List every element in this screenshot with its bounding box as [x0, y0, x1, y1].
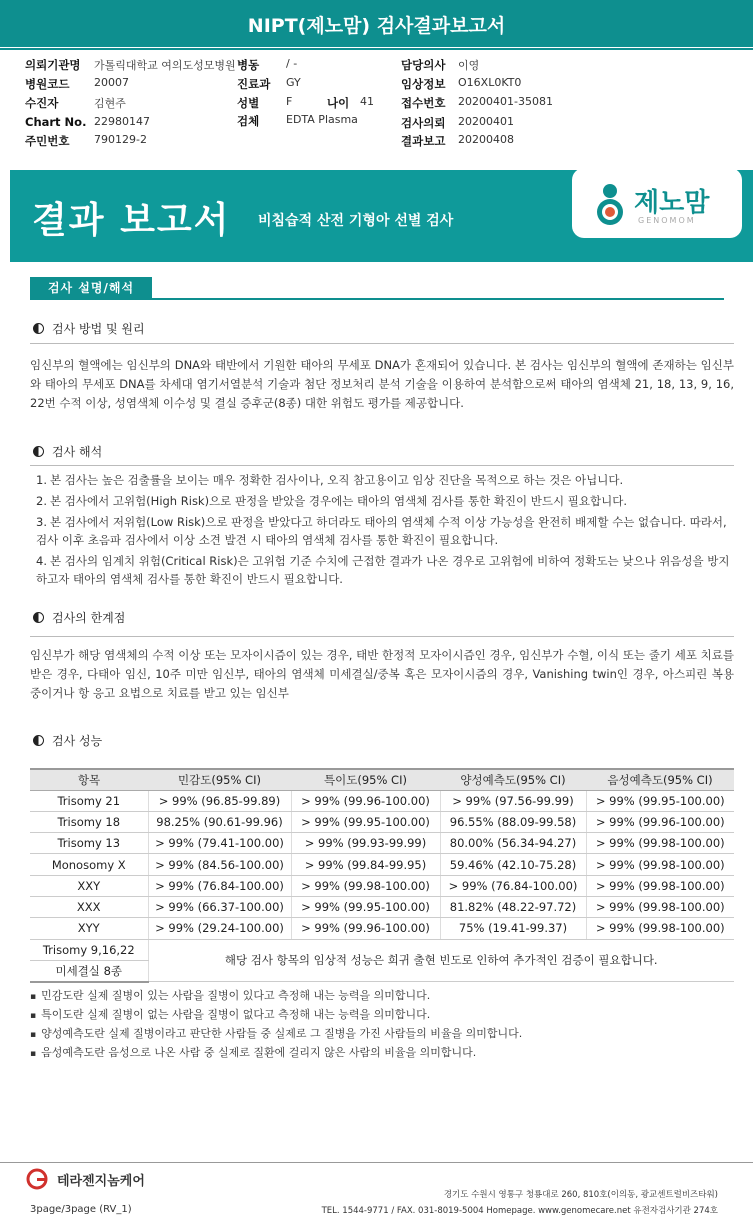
half-circle-icon — [33, 612, 44, 623]
table-cell: > 99% (97.56-99.99) — [440, 790, 586, 811]
column-header: 음성예측도(95% CI) — [586, 769, 734, 790]
limits-text: 임신부가 해당 염색체의 수적 이상 또는 모자이시즘이 있는 경우, 태반 한정적 모자이시즘인 경우, 임신부가 수혈, 이식 또는 줄기 세포 치료를 받은 경우, 다태아 임신, 10주 미만 임신부, 태아의 염색체 미세결실/중복 혹은 모자이시즘의 경우, Vanishing twin인 경우, 아스피린 복용 중이거나 항 응고 요법으로 치료를 받고 있는 임신부 — [30, 648, 734, 700]
table-cell: Trisomy 21 — [30, 790, 148, 811]
table-cell: > 99% (99.98-100.00) — [586, 918, 734, 939]
text-label: 검사 해석 — [52, 445, 103, 459]
hospital-code-value: 20007 — [94, 76, 129, 89]
half-circle-icon — [33, 735, 44, 746]
ssn-label: 주민번호 — [25, 134, 70, 148]
divider — [30, 465, 734, 466]
table-header-row — [30, 769, 734, 790]
interpret-list — [36, 471, 730, 591]
sex-value: F — [286, 95, 293, 108]
text-label: 본 검사의 임계치 위험(Critical Risk)은 고위험 기준 수치에 근접한 결과가 나온 경우로 고위험에 비하여 정확도는 낮으나 위음성을 방지하고자 태아의 염색체 검사를 통한 확진이 반드시 필요합니다. — [36, 554, 730, 586]
report-header-bar — [0, 0, 753, 47]
text-label: 검사의 한계점 — [52, 611, 126, 625]
table-cell: > 99% (99.96-100.00) — [291, 790, 440, 811]
table-cell: XYY — [30, 918, 148, 939]
receipt-label: 접수번호 — [401, 96, 446, 110]
method-text: 임신부의 혈액에는 임신부의 DNA와 태반에서 기원한 태아의 무세포 DNA가 혼재되어 있습니다. 본 검사는 임신부의 혈액에 존재하는 임신부와 태아의 무세포 DNA를 차세대 염기서열분석 기술과 첨단 정보처리 분석 기술을 이용하여 분석함으로써 태아의 염색체 21, 18, 13, 9, 16, 22번 수적 이상, 성염색체 이수성 및 결실 증후군(8종) 대한 위험도 평가를 제공합니다. — [30, 358, 734, 410]
chart-label: Chart No. — [25, 115, 87, 129]
table-cell: > 99% (99.98-100.00) — [291, 875, 440, 896]
table-cell: > 99% (99.93-99.99) — [291, 833, 440, 854]
table-cell: > 99% (99.96-100.00) — [586, 811, 734, 832]
table-cell: > 99% (99.98-100.00) — [586, 854, 734, 875]
request-date-value: 20200401 — [458, 115, 514, 128]
genomom-logo — [572, 168, 742, 238]
sex-label: 성별 — [237, 96, 260, 110]
specimen-label: 검체 — [237, 114, 260, 128]
table-cell: > 99% (99.96-100.00) — [291, 918, 440, 939]
section-tab: 검사 설명/해석 — [30, 277, 152, 299]
text-label: 1. — [36, 473, 47, 487]
company-address: 경기도 수원시 영통구 청룡대로 260, 810호(이의동, 광교센트럴비즈타워) — [443, 1190, 718, 1200]
section-divider — [30, 298, 724, 300]
table-cell: 81.82% (48.22-97.72) — [440, 896, 586, 917]
doctor-label: 담당의사 — [401, 58, 446, 72]
clinical-value: O16XL0KT0 — [458, 76, 522, 89]
client-label: 의뢰기관명 — [25, 58, 81, 72]
table-cell: 98.25% (90.61-99.96) — [148, 811, 291, 832]
ssn-value: 790129-2 — [94, 133, 147, 146]
column-header: 특이도(95% CI) — [291, 769, 440, 790]
table-cell: > 99% (66.37-100.00) — [148, 896, 291, 917]
column-header: 양성예측도(95% CI) — [440, 769, 586, 790]
dept-value: GY — [286, 76, 301, 89]
list-item: ▪ 특이도란 실제 질병이 없는 사람을 질병이 없다고 측정해 내는 능력을 의미합니다. — [30, 1006, 522, 1025]
text-label: 2. — [36, 494, 47, 508]
report-date-label: 결과보고 — [401, 134, 446, 148]
table-cell: > 99% (99.95-100.00) — [291, 896, 440, 917]
extra-note-cell: 해당 검사 항목의 임상적 성능은 희귀 출현 빈도로 인하여 추가적인 검증이 필요합니다. — [148, 939, 734, 982]
performance-table — [30, 768, 734, 983]
table-row — [30, 875, 734, 896]
table-cell: 96.55% (88.09-99.58) — [440, 811, 586, 832]
table-cell: XXX — [30, 896, 148, 917]
banner-subtitle: 비침습적 산전 기형아 선별 검사 — [258, 213, 454, 229]
list-item — [36, 492, 730, 510]
clinical-label: 임상정보 — [401, 77, 446, 91]
table-cell: > 99% (99.95-100.00) — [586, 790, 734, 811]
table-cell: > 99% (29.24-100.00) — [148, 918, 291, 939]
text-label: 4. — [36, 554, 47, 568]
divider — [30, 343, 734, 344]
table-row — [30, 939, 734, 960]
table-cell: > 99% (76.84-100.00) — [148, 875, 291, 896]
table-row — [30, 918, 734, 939]
table-row — [30, 790, 734, 811]
receipt-value: 20200401-35081 — [458, 95, 553, 108]
table-row — [30, 811, 734, 832]
text-label: 본 검사에서 저위험(Low Risk)으로 판정을 받았다고 하더라도 태아의 염색체 수적 이상 가능성을 완전히 배제할 수는 없습니다. 따라서, 검사 이후 초음파 검사에서 이상 소견 발견 시 태아의 염색체 검사를 통한 확진이 필요합니다. — [36, 515, 727, 547]
table-cell: > 99% (99.98-100.00) — [586, 875, 734, 896]
text-label: 검사 성능 — [52, 734, 103, 748]
table-cell: Trisomy 9,16,22 — [30, 939, 148, 960]
page-number: 3page/3page (RV_1) — [30, 1204, 132, 1215]
dept-label: 진료과 — [237, 77, 271, 91]
logo-subtitle: GENOMOM — [638, 216, 696, 225]
text-label: 본 검사에서 고위험(High Risk)으로 판정을 받았을 경우에는 태아의 염색체 검사를 통한 확진이 반드시 필요합니다. — [50, 494, 627, 508]
text-label: 검사 방법 및 원리 — [52, 322, 145, 336]
table-cell: Trisomy 18 — [30, 811, 148, 832]
hospital-code-label: 병원코드 — [25, 77, 70, 91]
table-cell: > 99% (96.85-99.89) — [148, 790, 291, 811]
divider — [30, 636, 734, 637]
ward-label: 병동 — [237, 58, 260, 72]
age-label: 나이 — [327, 96, 350, 110]
column-header: 항목 — [30, 769, 148, 790]
table-cell: > 99% (99.84-99.95) — [291, 854, 440, 875]
list-item — [36, 552, 730, 588]
table-row — [30, 833, 734, 854]
table-row — [30, 854, 734, 875]
table-cell: > 99% (76.84-100.00) — [440, 875, 586, 896]
list-item: ▪ 민감도란 실제 질병이 있는 사람을 질병이 있다고 측정해 내는 능력을 의미합니다. — [30, 987, 522, 1006]
table-cell: > 99% (99.95-100.00) — [291, 811, 440, 832]
table-cell: 59.46% (42.10-75.28) — [440, 854, 586, 875]
list-item: ▪ 양성예측도란 실제 질병이라고 판단한 사람들 중 실제로 그 질병을 가진 사람들의 비율을 의미합니다. — [30, 1025, 522, 1044]
list-item — [36, 513, 730, 549]
company-logo — [25, 1168, 185, 1190]
ward-value: / - — [286, 57, 298, 70]
table-row — [30, 896, 734, 917]
patient-label: 수진자 — [25, 96, 59, 110]
table-cell: 미세결실 8종 — [30, 960, 148, 981]
text-label: 본 검사는 높은 검출률을 보이는 매우 정확한 검사이나, 오직 참고용이고 임상 진단을 목적으로 하는 것은 아닙니다. — [50, 473, 624, 487]
doctor-value: 이영 — [458, 59, 480, 72]
list-item: ▪ 음성예측도란 음성으로 나온 사람 중 실제로 질환에 걸리지 않은 사람의 비율을 의미합니다. — [30, 1044, 522, 1063]
table-cell: 80.00% (56.34-94.27) — [440, 833, 586, 854]
table-cell: XXY — [30, 875, 148, 896]
logo-name: 제노맘 — [634, 188, 710, 218]
limits-heading — [33, 609, 125, 626]
divider — [0, 48, 753, 50]
performance-heading — [33, 732, 102, 749]
genomom-mark-icon — [592, 182, 628, 226]
interpret-heading — [33, 443, 102, 460]
method-heading — [33, 320, 145, 337]
list-item — [36, 471, 730, 489]
report-date-value: 20200408 — [458, 133, 514, 146]
table-cell: Trisomy 13 — [30, 833, 148, 854]
table-cell: > 99% (99.98-100.00) — [586, 896, 734, 917]
half-circle-icon — [33, 323, 44, 334]
patient-value: 김현주 — [94, 97, 126, 110]
theragen-logo-icon — [25, 1168, 51, 1190]
table-cell: > 99% (99.98-100.00) — [586, 833, 734, 854]
patient-info-block — [0, 55, 753, 155]
table-cell: Monosomy X — [30, 854, 148, 875]
half-circle-icon — [33, 446, 44, 457]
column-header: 민감도(95% CI) — [148, 769, 291, 790]
chart-value: 22980147 — [94, 115, 150, 128]
age-value: 41 — [360, 95, 374, 108]
footer-divider — [0, 1162, 753, 1163]
table-cell: > 99% (84.56-100.00) — [148, 854, 291, 875]
table-cell: > 99% (79.41-100.00) — [148, 833, 291, 854]
client-value: 가톨릭대학교 여의도성모병원 — [94, 59, 236, 72]
result-banner — [10, 170, 753, 262]
text-label: 3. — [36, 515, 47, 529]
definition-notes — [30, 987, 522, 1063]
request-date-label: 검사의뢰 — [401, 116, 446, 130]
company-contact: TEL. 1544-9771 / FAX. 031-8019-5004 Homepage. www.genomecare.net 유전자검사기관 274호 — [321, 1206, 718, 1216]
table-cell: 75% (19.41-99.37) — [440, 918, 586, 939]
company-name: 테라젠지놈케어 — [57, 1174, 145, 1189]
banner-title: 결과 보고서 — [32, 200, 231, 241]
report-title: NIPT(제노맘) 검사결과보고서 — [247, 15, 506, 37]
specimen-value: EDTA Plasma — [286, 113, 358, 126]
